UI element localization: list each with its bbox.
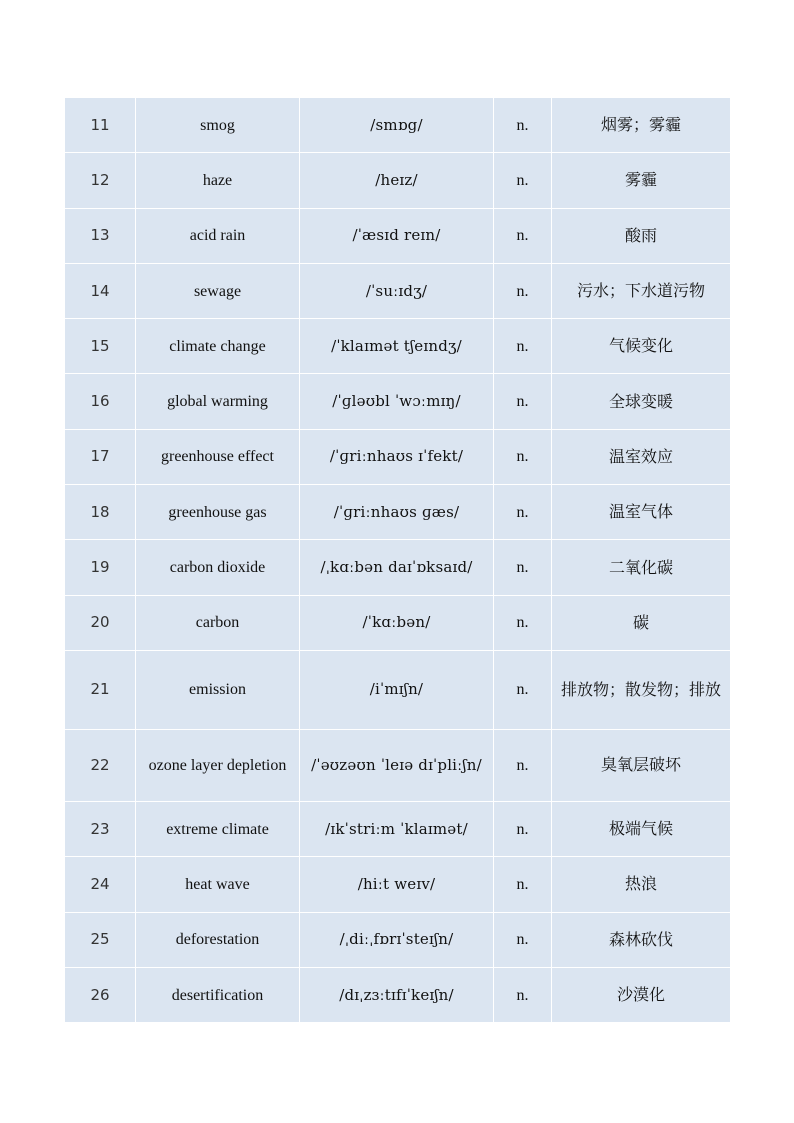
part-of-speech: n. — [494, 801, 552, 856]
chinese-meaning: 热浪 — [552, 857, 731, 912]
english-word: heat wave — [136, 857, 300, 912]
chinese-meaning: 臭氧层破坏 — [552, 729, 731, 801]
part-of-speech: n. — [494, 540, 552, 595]
phonetic: /ˈɡriːnhaʊs ɡæs/ — [300, 485, 494, 540]
table-row — [65, 374, 731, 429]
english-word: desertification — [136, 967, 300, 1022]
part-of-speech: n. — [494, 263, 552, 318]
table-row — [65, 801, 731, 856]
chinese-meaning: 雾霾 — [552, 153, 731, 208]
row-number: 17 — [65, 429, 136, 484]
phonetic: /ˈklaɪmət tʃeɪndʒ/ — [300, 319, 494, 374]
english-word: greenhouse effect — [136, 429, 300, 484]
phonetic: /heɪz/ — [300, 153, 494, 208]
row-number: 23 — [65, 801, 136, 856]
english-word: smog — [136, 98, 300, 153]
part-of-speech: n. — [494, 912, 552, 967]
english-word: ozone layer depletion — [136, 729, 300, 801]
chinese-meaning: 污水；下水道污物 — [552, 263, 731, 318]
chinese-meaning: 酸雨 — [552, 208, 731, 263]
part-of-speech: n. — [494, 729, 552, 801]
chinese-meaning: 二氧化碳 — [552, 540, 731, 595]
row-number: 19 — [65, 540, 136, 595]
part-of-speech: n. — [494, 429, 552, 484]
table-row — [65, 153, 731, 208]
table-row — [65, 263, 731, 318]
chinese-meaning: 烟雾；雾霾 — [552, 98, 731, 153]
part-of-speech: n. — [494, 153, 552, 208]
vocabulary-table — [64, 97, 731, 1023]
row-number: 21 — [65, 650, 136, 729]
table-row — [65, 429, 731, 484]
english-word: extreme climate — [136, 801, 300, 856]
english-word: carbon — [136, 595, 300, 650]
chinese-meaning: 碳 — [552, 595, 731, 650]
phonetic: /iˈmɪʃn/ — [300, 650, 494, 729]
part-of-speech: n. — [494, 98, 552, 153]
english-word: deforestation — [136, 912, 300, 967]
row-number: 14 — [65, 263, 136, 318]
phonetic: /ˌkɑːbən daɪˈɒksaɪd/ — [300, 540, 494, 595]
row-number: 20 — [65, 595, 136, 650]
part-of-speech: n. — [494, 485, 552, 540]
chinese-meaning: 气候变化 — [552, 319, 731, 374]
chinese-meaning: 排放物；散发物；排放 — [552, 650, 731, 729]
phonetic: /smɒg/ — [300, 98, 494, 153]
english-word: haze — [136, 153, 300, 208]
table-row — [65, 595, 731, 650]
table-row — [65, 540, 731, 595]
table-row — [65, 319, 731, 374]
chinese-meaning: 森林砍伐 — [552, 912, 731, 967]
phonetic: /ɪkˈstriːm ˈklaɪmət/ — [300, 801, 494, 856]
english-word: acid rain — [136, 208, 300, 263]
table-row — [65, 485, 731, 540]
english-word: global warming — [136, 374, 300, 429]
row-number: 25 — [65, 912, 136, 967]
chinese-meaning: 全球变暖 — [552, 374, 731, 429]
row-number: 18 — [65, 485, 136, 540]
table-row — [65, 912, 731, 967]
row-number: 24 — [65, 857, 136, 912]
part-of-speech: n. — [494, 319, 552, 374]
row-number: 15 — [65, 319, 136, 374]
phonetic: /ˈsuːɪdʒ/ — [300, 263, 494, 318]
english-word: emission — [136, 650, 300, 729]
row-number: 11 — [65, 98, 136, 153]
row-number: 26 — [65, 967, 136, 1022]
phonetic: /ˈɡriːnhaʊs ɪˈfekt/ — [300, 429, 494, 484]
part-of-speech: n. — [494, 374, 552, 429]
table-row — [65, 650, 731, 729]
row-number: 12 — [65, 153, 136, 208]
table-row — [65, 967, 731, 1022]
english-word: greenhouse gas — [136, 485, 300, 540]
part-of-speech: n. — [494, 208, 552, 263]
chinese-meaning: 极端气候 — [552, 801, 731, 856]
table-row — [65, 98, 731, 153]
part-of-speech: n. — [494, 650, 552, 729]
row-number: 13 — [65, 208, 136, 263]
phonetic: /hiːt weɪv/ — [300, 857, 494, 912]
english-word: carbon dioxide — [136, 540, 300, 595]
chinese-meaning: 温室效应 — [552, 429, 731, 484]
english-word: climate change — [136, 319, 300, 374]
english-word: sewage — [136, 263, 300, 318]
row-number: 16 — [65, 374, 136, 429]
phonetic: /ˌdiːˌfɒrɪˈsteɪʃn/ — [300, 912, 494, 967]
chinese-meaning: 温室气体 — [552, 485, 731, 540]
phonetic: /dɪˌzɜːtɪfɪˈkeɪʃn/ — [300, 967, 494, 1022]
phonetic: /ˈəʊzəʊn ˈleɪə dɪˈpliːʃn/ — [300, 729, 494, 801]
part-of-speech: n. — [494, 967, 552, 1022]
part-of-speech: n. — [494, 857, 552, 912]
chinese-meaning: 沙漠化 — [552, 967, 731, 1022]
phonetic: /ˈæsɪd reɪn/ — [300, 208, 494, 263]
row-number: 22 — [65, 729, 136, 801]
part-of-speech: n. — [494, 595, 552, 650]
table-row — [65, 729, 731, 801]
phonetic: /ˈkɑːbən/ — [300, 595, 494, 650]
phonetic: /ˈɡləʊbl ˈwɔːmɪŋ/ — [300, 374, 494, 429]
table-row — [65, 857, 731, 912]
table-row — [65, 208, 731, 263]
